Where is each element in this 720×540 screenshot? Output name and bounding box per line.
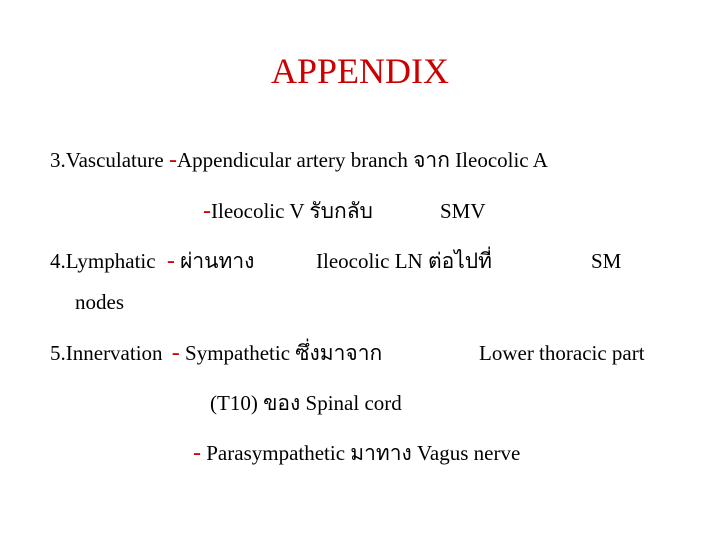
innervation-sympathetic-text: Sympathetic ซึ่งมาจาก xyxy=(185,341,383,365)
vasculature-line xyxy=(50,147,548,173)
lymphatic-line xyxy=(50,248,254,274)
innervation-parasympathetic-text: Parasympathetic มาทาง Vagus nerve xyxy=(206,441,521,465)
innervation-parasympathetic-line xyxy=(193,440,520,466)
innervation-sympathetic-source: Lower thoracic part xyxy=(479,341,645,365)
dash-marker: - xyxy=(203,198,211,224)
dash-marker: - xyxy=(166,248,175,274)
vasculature-label: 3.Vasculature xyxy=(50,148,164,172)
vasculature-vein-line xyxy=(203,198,373,224)
dash-marker: - xyxy=(171,340,180,366)
slide-title: APPENDIX xyxy=(270,51,449,91)
lymphatic-node-text: Ileocolic LN ต่อไปที่ xyxy=(316,249,492,273)
vasculature-artery-text: Appendicular artery branch จาก Ileocolic A xyxy=(176,148,548,172)
lymphatic-label: 4.Lymphatic xyxy=(50,249,156,273)
innervation-line xyxy=(50,340,382,366)
dash-marker: - xyxy=(193,440,201,466)
vasculature-vein-target: SMV xyxy=(440,199,486,223)
lymphatic-via-text: ผ่านทาง xyxy=(180,249,255,273)
innervation-label: 5.Innervation xyxy=(50,341,163,365)
innervation-spinal-text: (T10) ของ Spinal cord xyxy=(210,391,402,415)
lymphatic-target: SM xyxy=(591,249,622,273)
vasculature-vein-text: Ileocolic V รับกลับ xyxy=(211,199,373,223)
lymphatic-continuation: nodes xyxy=(75,290,124,314)
dash-marker: - xyxy=(168,147,177,173)
